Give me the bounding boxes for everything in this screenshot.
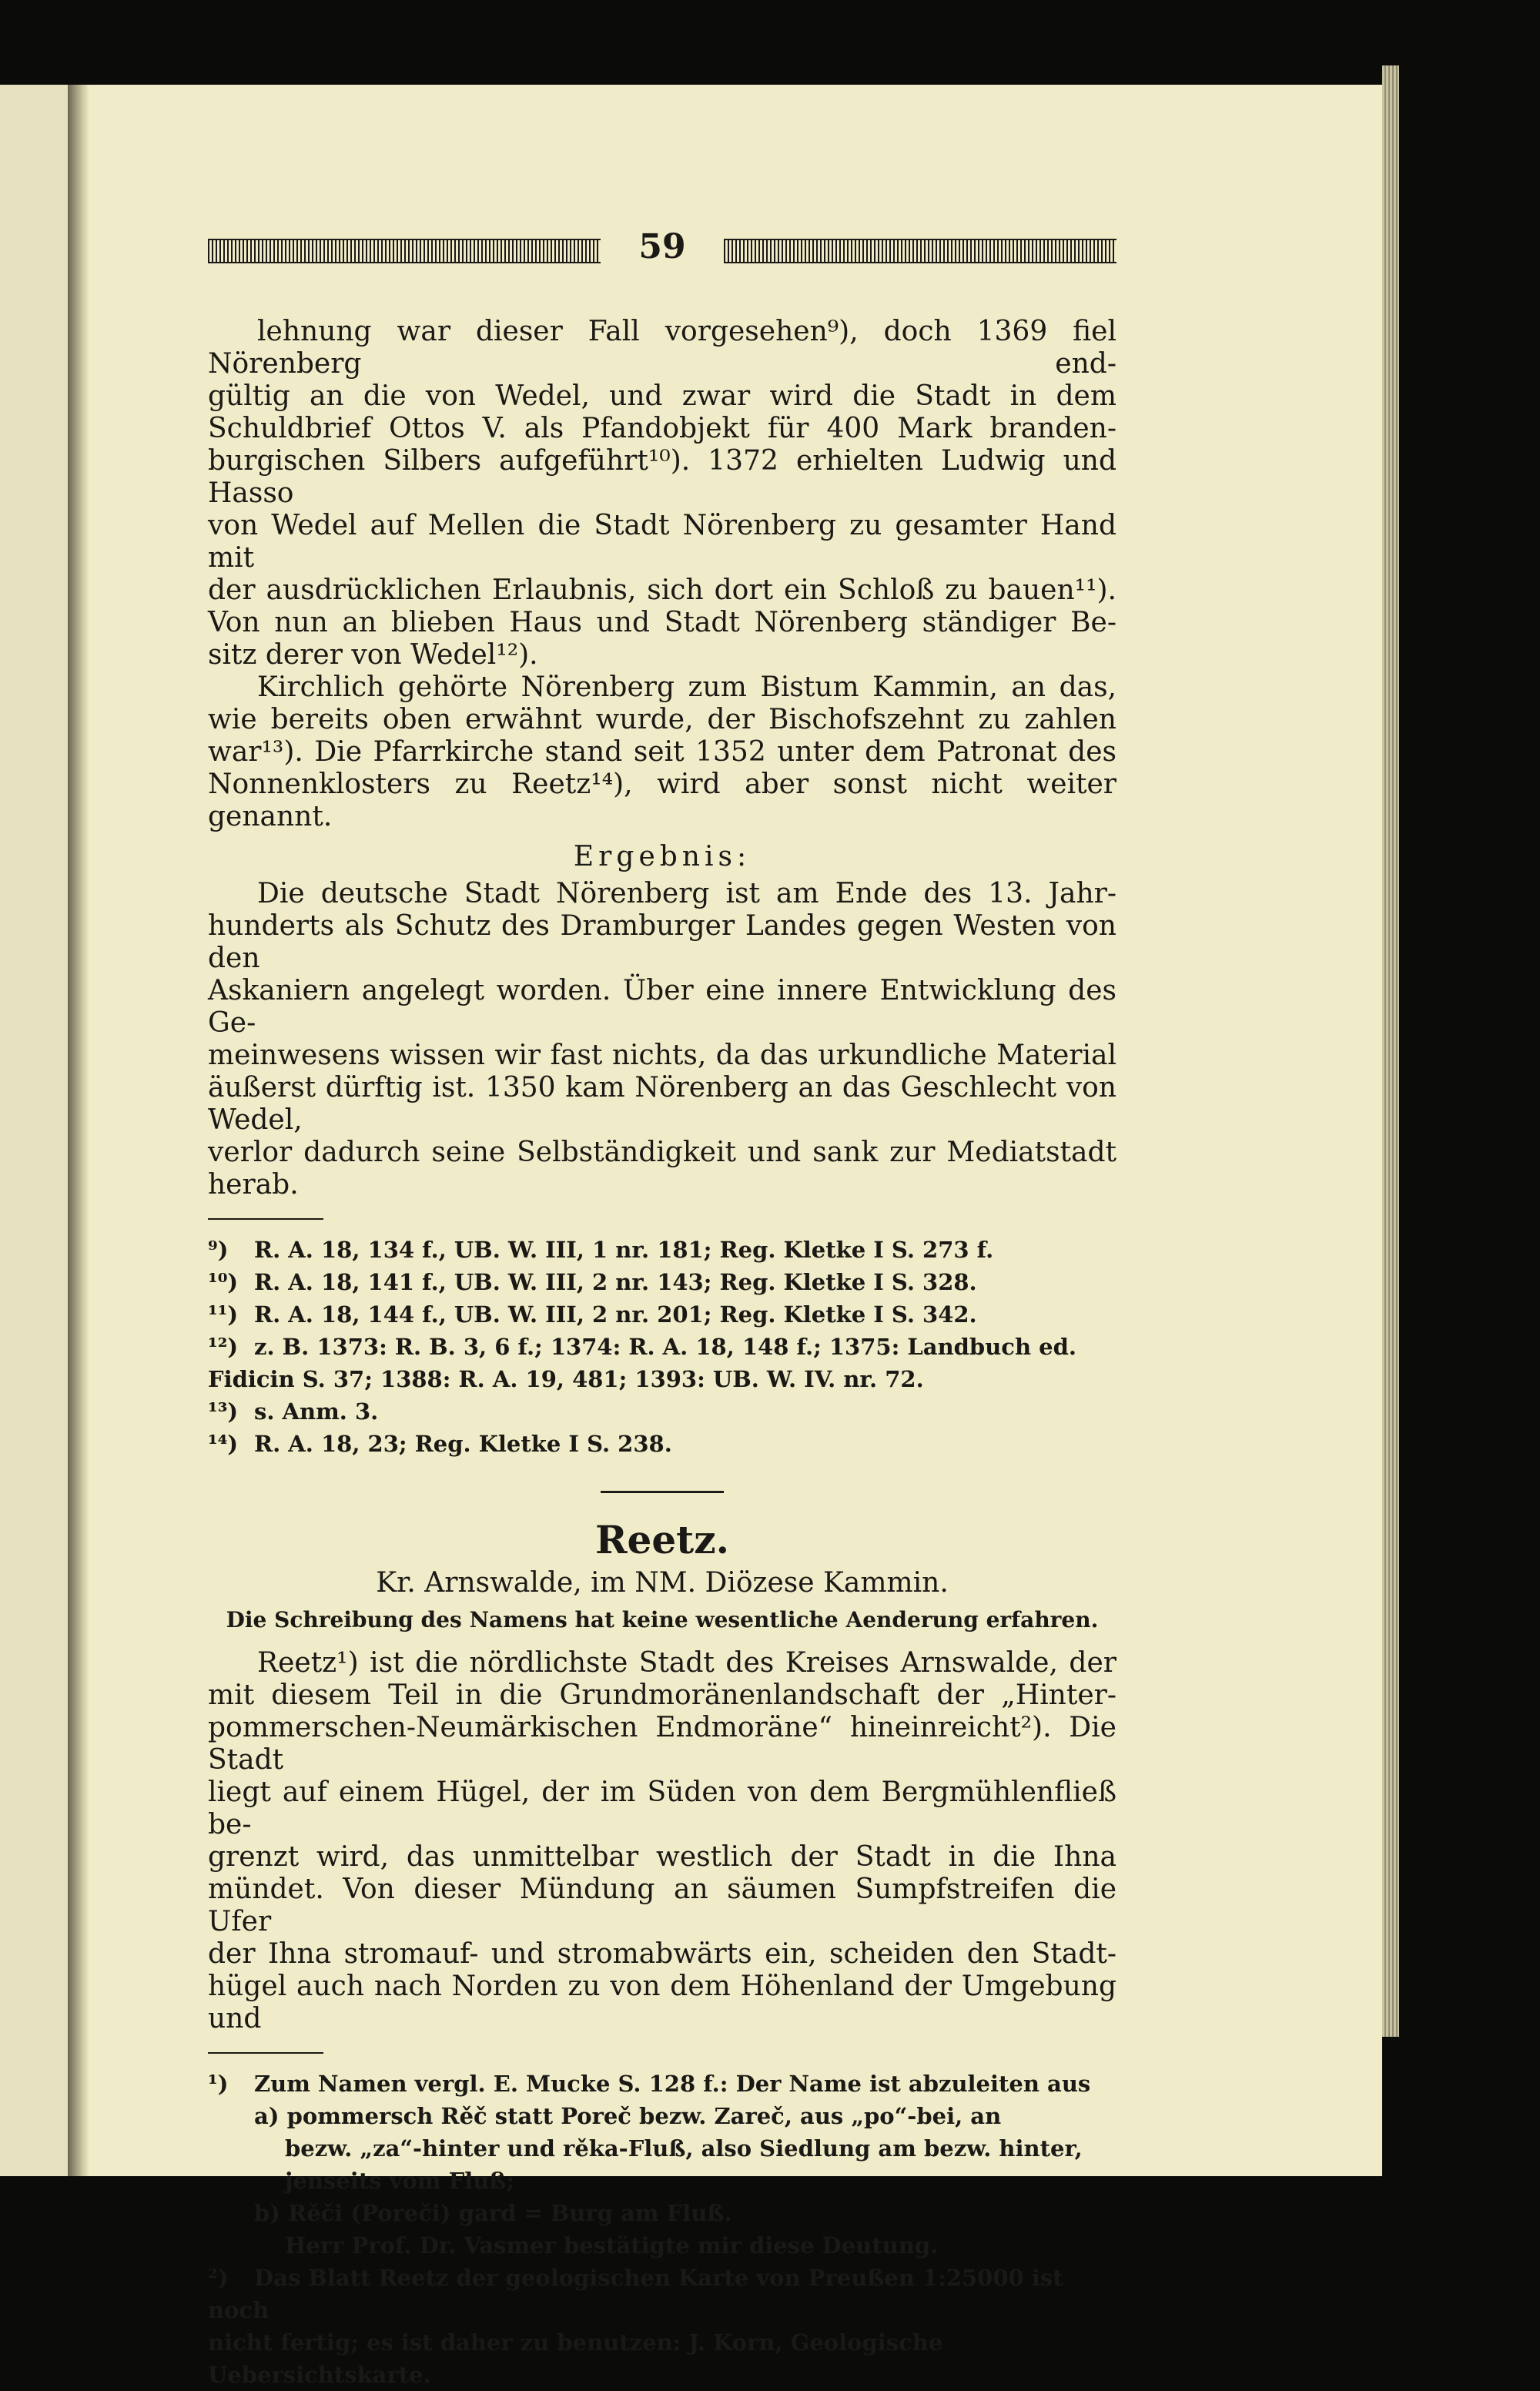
footnote-rule-2 (208, 2052, 323, 2054)
footnote-text: z. B. 1373: R. B. 3, 6 f.; 1374: R. A. 18, 148 f.; 1375: Landbuch ed. (254, 1334, 1076, 1360)
footnote-line (208, 2229, 1116, 2262)
text-line: wie bereits oben erwähnt wurde, der Bischofszehnt zu zahlen (208, 704, 1116, 735)
text-line: hunderts als Schutz des Dramburger Landes gegen Westen von den (208, 910, 1116, 974)
footnote-line (208, 1266, 1116, 1298)
page-header (208, 227, 1116, 266)
footnote-text: Herr Prof. Dr. Vasmer bestätigte mir diese Deutung. (285, 2232, 939, 2259)
text-line: Schuldbrief Ottos V. als Pfandobjekt für 400 Mark branden- (208, 413, 1116, 444)
ergebnis-heading: Ergebnis: (573, 841, 752, 872)
paragraph (208, 671, 1116, 833)
ergebnis-paragraph (208, 878, 1116, 1201)
text-line: äußerst dürftig ist. 1350 kam Nörenberg an das Geschlecht von Wedel, (208, 1072, 1116, 1136)
footnotes-top (208, 1234, 1116, 1460)
section-subtitle: Kr. Arnswalde, im NM. Diözese Kammin. (376, 1567, 949, 1599)
paragraph (208, 316, 1116, 671)
text-line: lehnung war dieser Fall vorgesehen⁹), doch 1369 fiel Nörenberg end- (208, 316, 1116, 380)
text-line: war¹³). Die Pfarrkirche stand seit 1352 unter dem Patronat des (208, 736, 1116, 768)
footnote-text: jenseits vom Fluß; (285, 2168, 515, 2194)
text-line: von Wedel auf Mellen die Stadt Nörenberg zu gesamter Hand mit (208, 510, 1116, 574)
footnote-text: R. A. 18, 144 f., UB. W. III, 2 nr. 201; Reg. Kletke I S. 342. (254, 1301, 977, 1328)
text-line: mit diesem Teil in die Grundmoränenlandschaft der „Hinter- (208, 1679, 1116, 1711)
footnote-text: Fidicin S. 37; 1388: R. A. 19, 481; 1393: UB. W. IV. nr. 72. (208, 1366, 924, 1392)
footnote-line (208, 1395, 1116, 1428)
text-line: grenzt wird, das unmittelbar westlich der Stadt in die Ihna (208, 1841, 1116, 1873)
footnote-text: bezw. „za“-hinter und rěka-Fluß, also Siedlung am bezw. hinter, (285, 2135, 1083, 2162)
footnote-line (208, 1331, 1116, 1363)
footnote-text: s. Anm. 3. (254, 1398, 379, 1425)
section-title: Reetz. (594, 1517, 730, 1562)
text-line: der Ihna stromauf- und stromabwärts ein, scheiden den Stadt- (208, 1938, 1116, 1970)
paragraphs (208, 316, 1116, 833)
footnote-text: R. A. 18, 134 f., UB. W. III, 1 nr. 181; Reg. Kletke I S. 273 f. (254, 1237, 994, 1263)
footnote-line (208, 2326, 1116, 2391)
page-body (208, 316, 1116, 2391)
footnote-text: Zum Namen vergl. E. Mucke S. 128 f.: Der Name ist abzuleiten aus (254, 2071, 1091, 2097)
text-line: pommerschen-Neumärkischen Endmoräne“ hineinreicht²). Die Stadt (208, 1712, 1116, 1776)
footnote-number: ¹¹) (208, 1301, 239, 1328)
text-line: Kirchlich gehörte Nörenberg zum Bistum Kammin, an das, (257, 671, 1116, 703)
footnote-line (208, 2165, 1116, 2197)
text-line: mündet. Von dieser Mündung an säumen Sumpfstreifen die Ufer (208, 1874, 1116, 1937)
text-line: Nonnenklosters zu Reetz¹⁴), wird aber sonst nicht weiter genannt. (208, 769, 1116, 832)
text-line: Askaniern angelegt worden. Über eine innere Entwicklung des Ge- (208, 975, 1116, 1039)
footnote-text: R. A. 18, 23; Reg. Kletke I S. 238. (254, 1431, 672, 1457)
section-paragraph (208, 1647, 1116, 2035)
text-line: sitz derer von Wedel¹²). (208, 639, 538, 671)
footnote-line (208, 1298, 1116, 1331)
footnote-line (208, 1428, 1116, 1460)
footnote-number: ¹⁰) (208, 1269, 239, 1295)
text-line: meinwesens wissen wir fast nichts, da das urkundliche Material (208, 1040, 1116, 1071)
footnote-line (208, 2262, 1116, 2326)
footnote-number: ²) (208, 2265, 229, 2291)
header-ornament-right (724, 239, 1116, 263)
footnotes-bottom (208, 2068, 1116, 2391)
text-line: hügel auch nach Norden zu von dem Höhenland der Umgebung und (208, 1971, 1116, 2034)
footnote-text: nicht fertig; es ist daher zu benutzen: J. Korn, Geologische Uebersichtskarte. (208, 2329, 943, 2388)
text-line: liegt auf einem Hügel, der im Süden von dem Bergmühlenfließ be- (208, 1777, 1116, 1840)
text-line: verlor dadurch seine Selbständigkeit und sank zur Mediatstadt herab. (208, 1137, 1116, 1201)
text-line: Reetz¹) ist die nördlichste Stadt des Kreises Arnswalde, der (257, 1647, 1116, 1679)
text-line: der ausdrücklichen Erlaubnis, sich dort ein Schloß zu bauen¹¹). (208, 574, 1116, 606)
footnote-line (208, 2068, 1116, 2100)
text-line: gültig an die von Wedel, und zwar wird die Stadt in dem (208, 380, 1116, 412)
section-divider (601, 1491, 724, 1493)
section-note: Die Schreibung des Namens hat keine wesentliche Aenderung erfahren. (226, 1607, 1099, 1633)
footnote-line (208, 2197, 1116, 2229)
footnote-text: Das Blatt Reetz der geologischen Karte von Preußen 1:25000 ist noch (208, 2265, 1063, 2323)
footnote-number: ¹⁴) (208, 1431, 239, 1457)
footnote-number: ¹²) (208, 1334, 239, 1360)
page-edges (1382, 65, 1399, 2037)
footnote-line (208, 2132, 1116, 2165)
footnote-number: ¹³) (208, 1398, 239, 1425)
footnote-line (208, 2100, 1116, 2132)
footnote-line (208, 1363, 1116, 1395)
footnote-number: ¹) (208, 2071, 229, 2097)
footnote-text: a) pommersch Rěč statt Poreč bezw. Zareč, aus „po“-bei, an (254, 2103, 1002, 2129)
header-ornament-left (208, 239, 601, 263)
footnote-text: R. A. 18, 141 f., UB. W. III, 2 nr. 143; Reg. Kletke I S. 328. (254, 1269, 977, 1295)
text-line: Die deutsche Stadt Nörenberg ist am Ende des 13. Jahr- (257, 878, 1116, 909)
left-page-edge (0, 85, 69, 2176)
footnote-number: ⁹) (208, 1237, 229, 1263)
footnote-line (208, 1234, 1116, 1266)
book-spine (68, 85, 89, 2176)
page-number: 59 (638, 227, 686, 266)
footnote-text: b) Rěči (Poreči) gard = Burg am Fluß. (254, 2200, 732, 2226)
text-line: burgischen Silbers aufgeführt¹⁰). 1372 erhielten Ludwig und Hasso (208, 445, 1116, 509)
text-line: Von nun an blieben Haus und Stadt Nörenberg ständiger Be- (208, 607, 1116, 638)
footnote-rule (208, 1218, 323, 1220)
